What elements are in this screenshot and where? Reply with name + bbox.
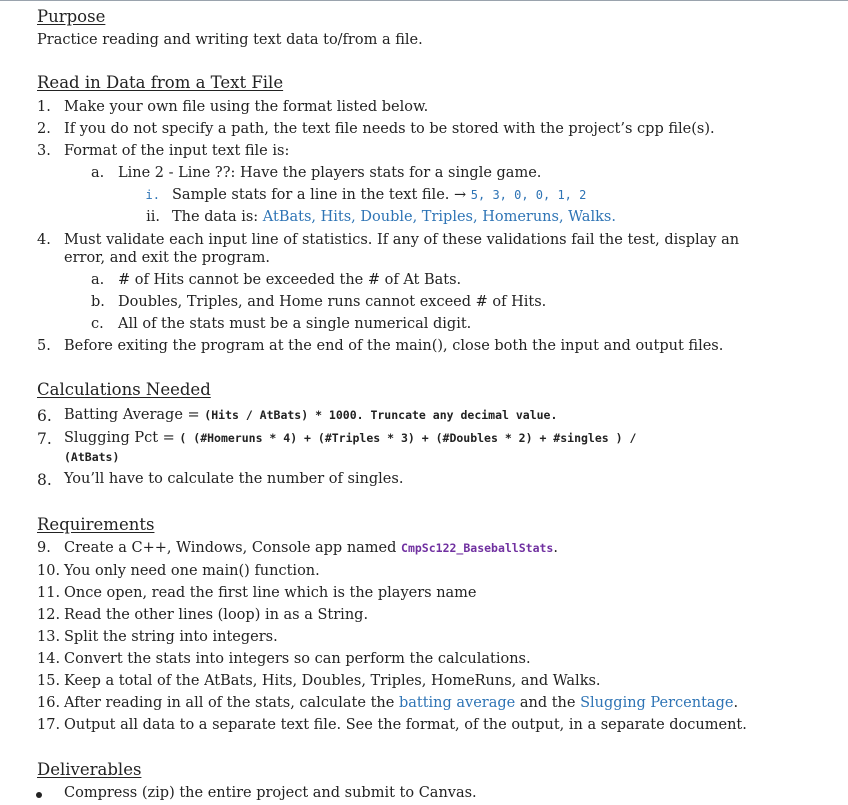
item-text (64, 540, 558, 556)
slugging-label: Slugging Pct = (64, 430, 180, 446)
sub-item-number: c. (91, 316, 104, 332)
batting-average-formula: (Hits / AtBats) * 1000. Truncate any decimal value. (204, 408, 558, 422)
sub-item-text: Line 2 - Line ??: Have the players stats for a single game. (118, 165, 542, 181)
data-label: The data is: (172, 209, 263, 225)
item-text: Before exiting the program at the end of the main(), close both the input and output files. (64, 338, 724, 354)
item-number: 3. (37, 143, 51, 159)
sub-item-text: Doubles, Triples, and Home runs cannot exceed # of Hits. (118, 294, 547, 310)
item-number: 17. (37, 717, 61, 733)
item-number: 8. (37, 471, 52, 489)
item-number: 4. (37, 232, 51, 248)
item-text (64, 407, 557, 423)
roman-number: i. (145, 188, 160, 202)
top-border (0, 0, 848, 1)
sample-stats: 5, 3, 0, 0, 1, 2 (470, 188, 587, 202)
batting-average-link: batting average (398, 695, 516, 711)
item-number: 15. (37, 673, 61, 689)
roman-number: ii. (146, 209, 160, 225)
item-text: Keep a total of the AtBats, Hits, Doubles, Triples, HomeRuns, and Walks. (64, 673, 601, 689)
app-name: CmpSc122_BaseballStats (401, 541, 554, 555)
item-text: Convert the stats into integers so can perform the calculations. (64, 651, 531, 667)
batting-average-label: Batting Average = (64, 407, 205, 423)
item-number: 16. (37, 695, 61, 711)
item-number: 9. (37, 540, 51, 556)
requirements-heading: Requirements (37, 515, 155, 534)
purpose-text: Practice reading and writing text data to/from a file. (37, 32, 423, 48)
deliverables-heading: Deliverables (37, 760, 142, 779)
item-text: Must validate each input line of statistics. If any of these validations fail the test, display an (64, 232, 740, 248)
sample-label: Sample stats for a line in the text file. (172, 187, 454, 203)
item-number: 13. (37, 629, 61, 645)
item-text: Format of the input text file is: (64, 143, 290, 159)
item-text: You only need one main() function. (64, 563, 320, 579)
text-part: . (733, 695, 739, 711)
roman-text (172, 187, 586, 203)
data-fields: AtBats, Hits, Double, Triples, Homeruns, Walks. (262, 209, 616, 225)
item-text: Output all data to a separate text file. See the format, of the output, in a separate document. (64, 717, 747, 733)
item-text: If you do not specify a path, the text file needs to be stored with the project’s cpp file(s). (64, 121, 715, 137)
sub-item-text: All of the stats must be a single numerical digit. (118, 316, 472, 332)
item-text: Make your own file using the format listed below. (64, 99, 429, 115)
calc-heading: Calculations Needed (37, 380, 211, 399)
sub-item-number: b. (91, 294, 105, 310)
sub-item-number: a. (91, 165, 105, 181)
period: . (553, 540, 558, 556)
deliverable-text: Compress (zip) the entire project and submit to Canvas. (64, 785, 477, 801)
roman-text (172, 209, 616, 225)
text-part: After reading in all of the stats, calculate the (64, 695, 399, 711)
item-number: 14. (37, 651, 61, 667)
item-number: 7. (37, 430, 52, 448)
item-number: 6. (37, 407, 52, 425)
item-text-continued: error, and exit the program. (64, 250, 270, 266)
item-text: You’ll have to calculate the number of singles. (64, 471, 404, 487)
item-text: Once open, read the first line which is the players name (64, 585, 477, 601)
slugging-formula: ( (#Homeruns * 4) + (#Triples * 3) + (#Doubles * 2) + #singles ) / (179, 431, 637, 445)
text-part: and the (515, 695, 581, 711)
sub-item-number: a. (91, 272, 105, 288)
purpose-heading: Purpose (37, 7, 106, 26)
item-number: 2. (37, 121, 51, 137)
item-text (64, 695, 738, 711)
arrow-icon: → (454, 187, 467, 203)
item-number: 12. (37, 607, 61, 623)
slugging-percentage-link: Slugging Percentage (580, 695, 734, 711)
bullet-icon (36, 792, 42, 798)
sub-item-text: # of Hits cannot be exceeded the # of At Bats. (118, 272, 462, 288)
item-number: 1. (37, 99, 51, 115)
create-app-text: Create a C++, Windows, Console app named (64, 540, 402, 556)
item-text (64, 430, 636, 446)
read-heading: Read in Data from a Text File (37, 73, 284, 92)
item-number: 5. (37, 338, 51, 354)
item-text: Read the other lines (loop) in as a String. (64, 607, 369, 623)
slugging-formula-continued: (AtBats) (64, 450, 120, 464)
item-number: 10. (37, 563, 61, 579)
item-text: Split the string into integers. (64, 629, 278, 645)
item-number: 11. (37, 585, 61, 601)
